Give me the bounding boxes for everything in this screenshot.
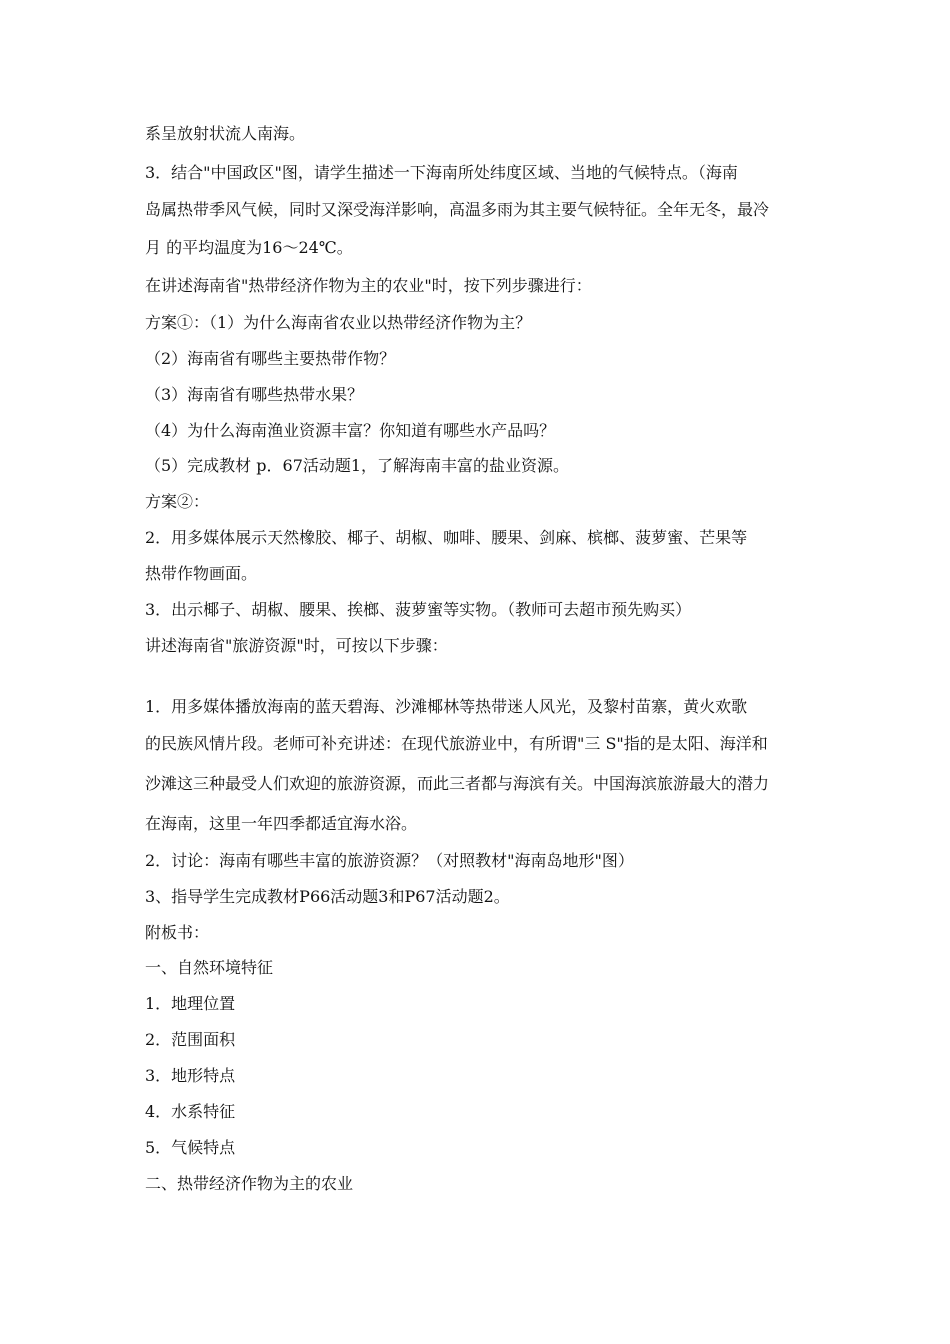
- text-line: 岛属热带季风气候，同时又深受海洋影响，高温多雨为其主要气候特征。全年无冬，最冷: [145, 200, 770, 219]
- text-line: 1．地理位置: [145, 994, 236, 1013]
- text-line: （4）为什么海南渔业资源丰富？你知道有哪些水产品吗？: [145, 421, 556, 440]
- text-line: 2．用多媒体展示天然橡胶、椰子、胡椒、咖啡、腰果、剑麻、槟榔、菠萝蜜、芒果等: [145, 528, 748, 547]
- text-line: 1．用多媒体播放海南的蓝天碧海、沙滩椰林等热带迷人风光，及黎村苗寨，黄火欢歌: [145, 697, 748, 716]
- text-line: 3、指导学生完成教材P66活动题3和P67活动题2。: [145, 887, 510, 906]
- text-line: 二、热带经济作物为主的农业: [145, 1174, 354, 1193]
- text-line: 系呈放射状流人南海。: [145, 124, 306, 143]
- text-line: 在讲述海南省"热带经济作物为主的农业"时，按下列步骤进行：: [145, 276, 592, 295]
- text-line: 在海南，这里一年四季都适宜海水浴。: [145, 814, 418, 833]
- text-line: （3）海南省有哪些热带水果？: [145, 385, 364, 404]
- text-line: （2）海南省有哪些主要热带作物？: [145, 349, 396, 368]
- text-line: 2．讨论：海南有哪些丰富的旅游资源？（对照教材"海南岛地形"图）: [145, 851, 634, 870]
- text-line: 讲述海南省"旅游资源"时，可按以下步骤：: [145, 636, 448, 655]
- text-line: 方案①：（1）为什么海南省农业以热带经济作物为主？: [145, 313, 532, 332]
- text-line: 3．地形特点: [145, 1066, 236, 1085]
- text-line: （5）完成教材 p．67活动题1，了解海南丰富的盐业资源。: [145, 456, 570, 475]
- text-line: 的民族风情片段。老师可补充讲述：在现代旅游业中，有所谓"三 S"指的是太阳、海洋和: [145, 734, 768, 753]
- text-line: 3．结合"中国政区"图，请学生描述一下海南所处纬度区域、当地的气候特点。（海南: [145, 163, 738, 182]
- text-line: 方案②：: [145, 492, 210, 511]
- text-line: 5．气候特点: [145, 1138, 236, 1157]
- text-line: 月 的平均温度为16～24℃。: [145, 238, 353, 257]
- text-line: 3．出示椰子、胡椒、腰果、挨榔、菠萝蜜等实物。（教师可去超市预先购买）: [145, 600, 692, 619]
- text-line: 一、自然环境特征: [145, 958, 274, 977]
- text-line: 热带作物画面。: [145, 564, 258, 583]
- text-line: 2．范围面积: [145, 1030, 236, 1049]
- text-line: 4．水系特征: [145, 1102, 236, 1121]
- text-line: 附板书：: [145, 923, 210, 942]
- text-line: 沙滩这三种最受人们欢迎的旅游资源，而此三者都与海滨有关。中国海滨旅游最大的潜力: [145, 774, 770, 793]
